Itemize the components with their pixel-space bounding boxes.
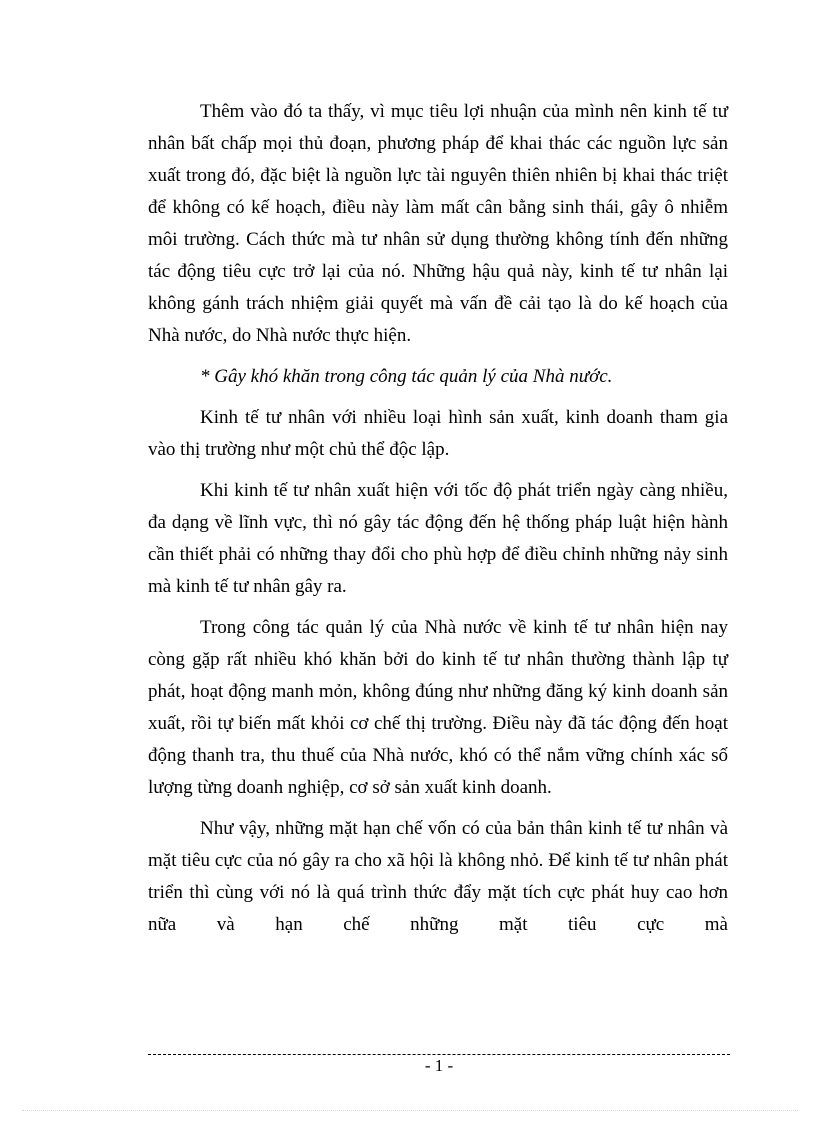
- paragraph-3: Khi kinh tế tư nhân xuất hiện với tốc độ phát triển ngày càng nhiều, đa dạng về lĩnh vực, thì nó gây tác động đến hệ thống pháp luật hiện hành cần thiết phải có những thay đổi cho phù hợp để điều chỉnh những nảy sinh mà kinh tế tư nhân gây ra.: [148, 480, 728, 597]
- paragraph-4: Trong công tác quản lý của Nhà nước về kinh tế tư nhân hiện nay còng gặp rất nhiều khó khăn bởi do kinh tế tư nhân thường thành lập tự phát, hoạt động manh mỏn, không đúng như những đăng ký kinh doanh sản xuất, rồi tự biến mất khỏi cơ chế thị trường. Điều này đã tác động đến hoạt động thanh tra, thu thuế của Nhà nước, khó có thể nắm vững chính xác số lượng từng doanh nghiệp, cơ sở sản xuất kinh doanh.: [148, 617, 728, 798]
- paragraph-1: Thêm vào đó ta thấy, vì mục tiêu lợi nhuận của mình nên kinh tế tư nhân bất chấp mọi thủ đoạn, phương pháp để khai thác các nguồn lực sản xuất trong đó, đặc biệt là nguồn lực tài nguyên thiên nhiên bị khai thác triệt để không có kế hoạch, điều này làm mất cân bằng sinh thái, gây ô nhiễm môi trường. Cách thức mà tư nhân sử dụng thường không tính đến những tác động tiêu cực trở lại của nó. Những hậu quả này, kinh tế tư nhân lại không gánh trách nhiệm giải quyết mà vấn đề cải tạo là do kế hoạch của Nhà nước, do Nhà nước thực hiện.: [148, 101, 728, 346]
- page-bottom-border: [22, 1110, 798, 1111]
- footer-divider: [148, 1054, 730, 1055]
- section-heading: * Gây khó khăn trong công tác quản lý của Nhà nước.: [200, 366, 613, 387]
- paragraph-2: Kinh tế tư nhân với nhiều loại hình sản xuất, kinh doanh tham gia vào thị trường như một chủ thể độc lập.: [148, 407, 728, 460]
- body-text: [148, 96, 728, 950]
- paragraph-5: Như vậy, những mặt hạn chế vốn có của bản thân kinh tế tư nhân và mặt tiêu cực của nó gây ra cho xã hội là không nhỏ. Để kinh tế tư nhân phát triển thì cùng với nó là quá trình thức đẩy mặt tích cực phát huy cao hơn nữa và hạn chế những mặt tiêu cực mà: [148, 818, 728, 935]
- page-number: - 1 -: [424, 1056, 454, 1075]
